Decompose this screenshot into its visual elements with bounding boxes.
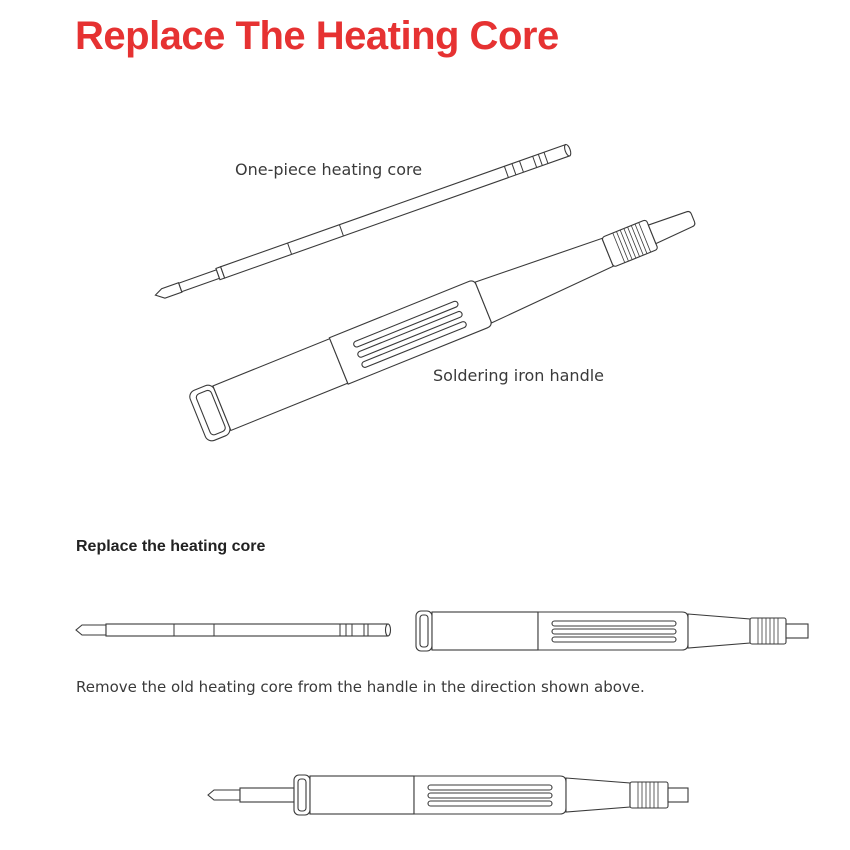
handle-label: Soldering iron handle bbox=[433, 366, 605, 385]
assembled-iron-drawing bbox=[208, 775, 688, 815]
removal-instruction: Remove the old heating core from the handle in the direction shown above. bbox=[76, 678, 645, 696]
handle-horizontal-drawing bbox=[416, 611, 808, 651]
removed-core-drawing bbox=[76, 624, 391, 636]
page-title: Replace The Heating Core bbox=[75, 14, 559, 58]
section-title: Replace the heating core bbox=[76, 538, 266, 555]
heating-core-label: One-piece heating core bbox=[235, 160, 423, 179]
